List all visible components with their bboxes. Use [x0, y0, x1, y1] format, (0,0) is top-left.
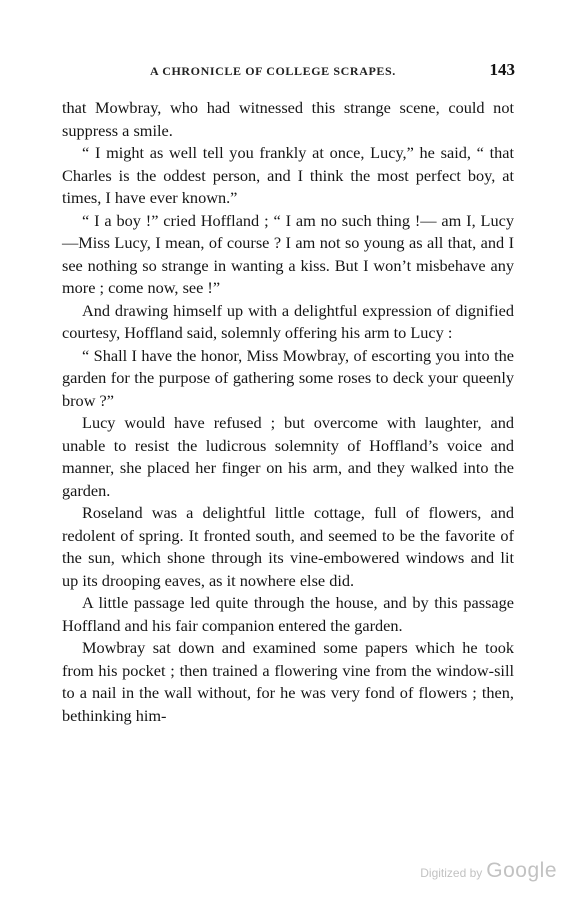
running-head [150, 60, 515, 82]
paragraph-7: Roseland was a delightful little cottage, full of flowers, and redolent of spring. It fronted south, and seemed to be the favorite of the sun, which shone through its vine-embowered windows and lit up its drooping eaves, as it nowhere else did. [62, 503, 514, 590]
paragraph-8: A little passage led quite through the house, and by this passage Hoffland and his fair companion entered the garden. [62, 593, 514, 635]
paragraph-5: “ Shall I have the honor, Miss Mowbray, of escorting you into the garden for the purpose of gathering some roses to deck your queenly brow ?” [62, 345, 514, 410]
paragraph-1: that Mowbray, who had witnessed this strange scene, could not suppress a smile. [62, 98, 514, 140]
google-logo: Google [486, 859, 557, 882]
page-number: 143 [489, 60, 515, 79]
paragraph-3: “ I a boy !” cried Hoffland ; “ I am no such thing !— am I, Lucy—Miss Lucy, I mean, of course ? I am not so young as all that, and I see nothing so strange in wanting a kiss. But I won’t misbehave any more ; come now, see !” [62, 210, 514, 297]
running-head-title: A CHRONICLE OF COLLEGE SCRAPES. [150, 64, 396, 78]
digitized-watermark [420, 859, 557, 883]
paragraph-9: Mowbray sat down and examined some papers which he took from his pocket ; then trained a flowering vine from the window-sill to a nail in the wall without, for he was very fond of flowers ; then, bethinking him- [62, 638, 514, 725]
paragraph-6: Lucy would have refused ; but overcome with laughter, and unable to resist the ludicrous solemnity of Hoffland’s voice and manner, she placed her finger on his arm, and they walked into the garden. [62, 413, 514, 500]
paragraph-4: And drawing himself up with a delightful expression of dignified courtesy, Hoffland said, solemnly offering his arm to Lucy : [62, 300, 514, 342]
body-text [62, 97, 514, 727]
watermark-prefix: Digitized by [420, 866, 483, 880]
paragraph-2: “ I might as well tell you frankly at once, Lucy,” he said, “ that Charles is the oddest person, and I think the most perfect boy, at times, I have ever known.” [62, 143, 514, 207]
